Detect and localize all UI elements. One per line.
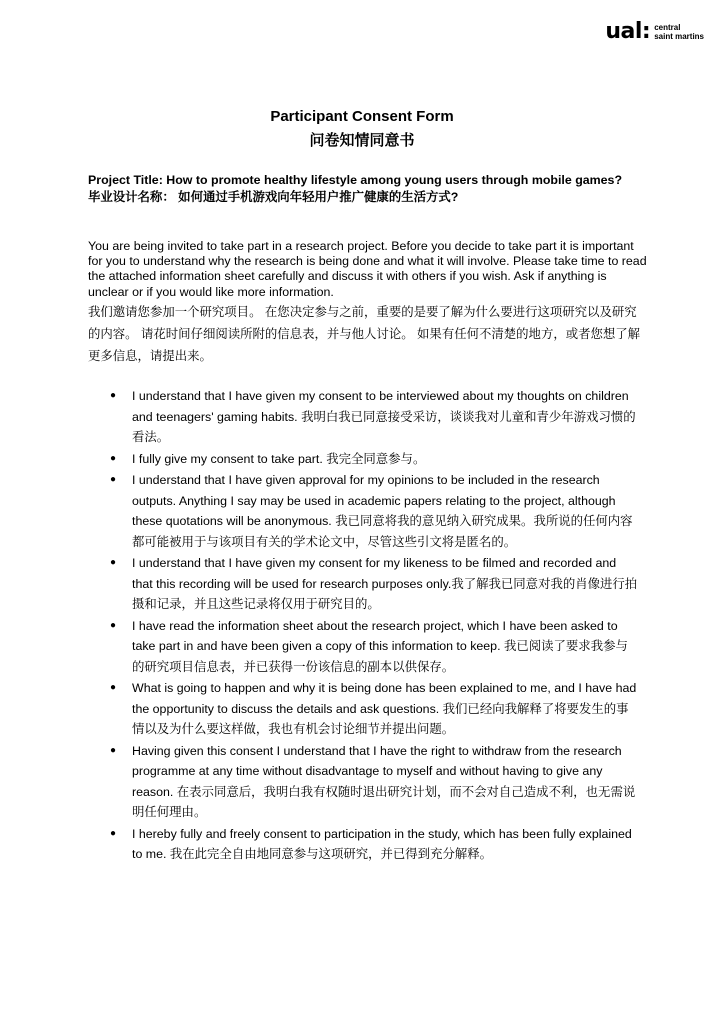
invitation-paragraph — [88, 239, 648, 367]
title-chinese: 问卷知情同意书 — [309, 132, 415, 149]
bullet-icon: ● — [110, 452, 117, 464]
logo-line-saint-martins: saint martins — [654, 32, 704, 41]
consent-statement — [0, 449, 724, 470]
bullet-icon: ● — [110, 390, 117, 401]
consent-statement-text: I understand that I have given approval for my opinions to be included in the research outputs. Anything I say may be used in academic papers relating to the project, although these quotations will be anonymous. 我已同意将我的意见纳入研究成果。我所说的任何内容都可能被用于与该项目有关的学术论文中，尽管这些引文将是匿名的。 — [132, 473, 633, 549]
bullet-icon: ● — [110, 474, 117, 485]
bullet-icon: ● — [110, 744, 117, 756]
consent-statement-text: I hereby fully and freely consent to participation in the study, which has been fully explained to me. 我在此完全自由地同意参与这项研究，并已得到充分解释。 — [132, 826, 632, 861]
consent-statement — [0, 741, 724, 823]
consent-statement — [0, 824, 724, 865]
consent-statements-list — [0, 386, 724, 866]
consent-statement-text: Having given this consent I understand that I have the right to withdraw from the research programme at any time without disadvantage to myself and without having to give any reason. 在表示同意后，我明白我有权随时退出研究计划，而不会对自己造成不利，也无需说明任何理由。 — [132, 743, 636, 819]
bullet-icon: ● — [110, 557, 117, 568]
ual-csm-logo — [605, 21, 704, 43]
consent-statement-text: I fully give my consent to take part. 我完全同意参与。 — [132, 451, 426, 466]
consent-statement-text: I understand that I have given my consent for my likeness to be filmed and recorded and that this recording will be used for research purposes only.我了解我已同意对我的肖像进行拍摄和记录，并且这些记录将仅用于研究目的。 — [132, 556, 638, 611]
consent-statement — [0, 616, 724, 678]
consent-statement-text: I understand that I have given my consent to be interviewed about my thoughts on children and teenagers' gaming habits. 我明白我已同意接受采访，谈谈我对儿童和青少年游戏习惯的看法。 — [132, 389, 636, 444]
consent-statement — [0, 553, 724, 615]
form-title — [0, 107, 724, 152]
project-title-english: Project Title: How to promote healthy lifestyle among young users through mobile games? — [88, 173, 623, 187]
project-title-chinese: 毕业设计名称： 如何通过手机游戏向年轻用户推广健康的生活方式? — [88, 190, 459, 204]
title-english: Participant Consent Form — [270, 108, 454, 125]
bullet-icon: ● — [110, 682, 117, 693]
invitation-english: You are being invited to take part in a research project. Before you decide to take part it is important for you to understand why the research is being done and what it will involve. Please take time to read the attached information sheet carefully and discuss it with others if you wish. Ask if anything is unclear or if you would like more information. — [88, 239, 647, 299]
consent-statement — [0, 470, 724, 552]
consent-statement-text: What is going to happen and why it is being done has been explained to me, and I have had the opportunity to discuss the details and ask questions. 我们已经向我解释了将要发生的事情以及为什么要这样做，我也有机会讨论细节并提出问题。 — [132, 681, 637, 736]
bullet-icon: ● — [110, 619, 117, 631]
invitation-chinese: 我们邀请您参加一个研究项目。 在您决定参与之前，重要的是要了解为什么要进行这项研究以及研究的内容。 请花时间仔细阅读所附的信息表，并与他人讨论。 如果有任何不清楚的地方，或者您想了解更多信息，请提出来。 — [88, 304, 641, 363]
consent-statement — [0, 678, 724, 740]
logo-mark: ual: — [605, 19, 651, 44]
consent-statement — [0, 386, 724, 448]
logo-line-central: central — [654, 23, 681, 32]
bullet-icon: ● — [110, 827, 117, 839]
logo-wordmark — [654, 23, 704, 41]
consent-statement-text: I have read the information sheet about the research project, which I have been asked to take part in and have been given a copy of this information to keep. 我已阅读了要求我参与的研究项目信息表，并已获得一份该信息的副本以供保存。 — [132, 618, 628, 674]
project-title-block — [88, 172, 648, 205]
